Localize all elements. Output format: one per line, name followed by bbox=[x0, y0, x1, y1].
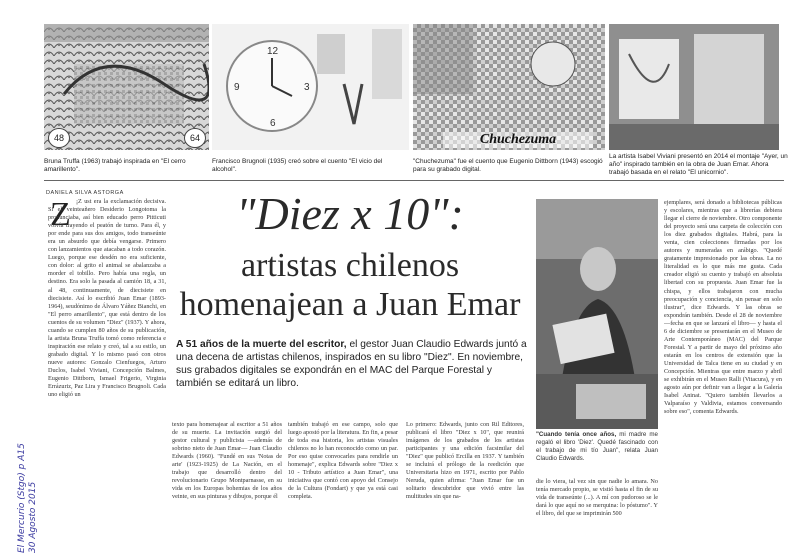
number-badge-48: 48 bbox=[48, 128, 70, 148]
column-6-text: ejemplares, será donado a bibliotecas públicas y escolares, mientras que a librerías debiera llegar el cierre de noviembre. Otro componente del proyecto será una carpeta de colección con los diez grabados digitales. Habrá, para la venta, cien colecciones firmadas por los autores y numeradas en arábigo. "Quedé gratamente impresionado por las obras. La no literalidad es lo que más me gusta. Cada creador eligió su cuento y trabajó en absoluta libertad con su propuesta. Juan Emar fue la chispa, y ellos trabajaron con mucha preocupación y conciencia, sin pensar en solo ilustrar", dice Edwards. Y las obras se expondrán también. Desde el 28 de noviembre —fecha en que se lanzará el libro— y hasta el 6 de diciembre se presentarán en el Museo de Arte Contemporáneo (MAC) del Parque Forestal. Y a partir de mayo del próximo año estarán en los centros de extensión que la Universidad de Talca tiene en su ciudad y en Concepción. Mientras que entre marzo y abril se exhibirán en el Museo Ralli (Vitacura), y en agosto aún por definir van a llegar a la Galería Isabel Aninat. "Quiero también llevarlos a Valparaíso y Valdivia, estamos conversando sobre eso", comenta Edwards. bbox=[664, 199, 782, 416]
portrait-caption-rest: mi madre me regaló el libro 'Diez'. Quedé fascinado con el trabajo de mi tío Juan", relata Juan Claudio Edwards. bbox=[536, 431, 658, 462]
portrait-caption-bold: "Cuando tenía once años, bbox=[536, 431, 617, 438]
portrait-photo bbox=[536, 199, 658, 429]
column-3-text: también trabajó en ese campo, solo que luego apostó por la literatura. En fin, a pesar de toda esa historia, los artistas visuales chilenos no lo han reconocido como un par. Por eso quise convocarles para rendirle un homenaje", explica Edwards sobre "Diez x 10 - Tributo artístico a Juan Emar", una iniciativa que contó con apoyo del Consejo de la Cultura (Fondart) y que ya está casi completa. bbox=[288, 421, 398, 501]
column-2-text: texto para homenajear al escritor a 51 años de su muerte. La invitación surgió del gestor cultural y publicista —además de sobrino nieto de Juan Emar— Juan Claudio Edwards (1960). "Fundé en sus 'Notas de arte' (1923-1925) de La Nación, en el trabajo que desarrolló dentro del revolucionario Grupo Montparnasse, en su vida en los Europas bohemias de los años veinte, en sus pinturas y dibujos, porque él bbox=[172, 421, 282, 501]
svg-text:3: 3 bbox=[304, 82, 310, 93]
column-4 bbox=[406, 421, 524, 551]
number-badge-64: 64 bbox=[184, 128, 206, 148]
portrait-caption bbox=[536, 431, 658, 471]
patterned-artwork bbox=[44, 24, 209, 150]
caption-francisco-brugnoli: Francisco Brugnoli (1935) creó sobre el cuento "El vicio del alcohol". bbox=[212, 158, 383, 173]
gallery-installation-photo bbox=[609, 24, 779, 150]
column-5-text: die lo viera, tal vez sin que nadie lo amara. No tenía mercado propio, se vistió hasta el fin de su vida de transeúnte (...). A mí con pudoroso se le dará lo que aquí no se merquina: lo póstumo". Y el libro, del que se imprimirán 500 bbox=[536, 478, 658, 518]
byline: DANIELA SILVA ASTORGA bbox=[46, 190, 124, 196]
svg-text:9: 9 bbox=[234, 82, 240, 93]
photo-isabel-viviani bbox=[609, 24, 779, 150]
column-1 bbox=[48, 198, 166, 550]
lead-paragraph bbox=[176, 338, 530, 390]
column-2 bbox=[172, 421, 282, 551]
margin-note bbox=[17, 373, 43, 553]
svg-text:6: 6 bbox=[270, 118, 276, 129]
dropcap: Z bbox=[50, 196, 71, 233]
margin-note-line-2: 30 Agosto 2015 bbox=[28, 481, 38, 553]
headline-line-3: homenajean a Juan Emar bbox=[179, 286, 521, 323]
margin-note-line-1: El Mercurio (Stgo) p A15 bbox=[17, 443, 27, 553]
top-divider bbox=[44, 180, 784, 181]
column-1-text: ¡Z ust era la exclamación decisiva. Si el veinteañero Desiderio Longotoma la pronunciaba, así bien educado perro Pitticuti volvía trayendo el peatón de turno. Para él, y por ende para sus dos amigos, todo transeúnte era un absurdo que debía vengarse. Primero con lanzamientos que atacaban a todo corazón. Luego, porque ese desdén no era suficiente, con dolor: al grito el animal se abalanzaba a morder el tobillo. Pero había una regla, un destino. Era solo la pasada al camión 18, a 31, al 48, continuamente, de diecisiete en diecisiete. Así lo escribió Juan Emar (1893-1964), seudónimo de Álvaro Yáñez Bianchi, en "El perro amarillento", que está dentro de los cuentos de su volumen "Diez" (1937). Y ahora, cuando se cumplen 80 años de su publicación, la artista Bruna Truffa tomó como referencia e inspiración ese relato y creó, tal a su estilo, un grabado digital. Y lo mismo pasó con otros nueve autores: Gonzalo Cienfuegos, Arturo Duclos, Isabel Viviani, Concepción Balmes, Eugenio Dittborn, Ismael Frigerio, Virginia Errázuriz, Paz Lira y Francisco Brugnoli. Cada uno eligió un bbox=[48, 198, 166, 399]
column-4-text: Lo primero: Edwards, junto con Ril Editores, publicará el libro "Diez x 10", que reunirá imágenes de los grabados de los artistas participantes y una edición facsimilar del "Diez" que publicó Ercilla en 1937. Y también se incluirá el prólogo de la reedición que Universitaria hizo en 1971, escrito por Pablo Neruda, quien afirma: "Juan Emar fue un solitario descubridor que vivió entre las multitudes sin que na- bbox=[406, 421, 524, 501]
caption-bruna-truffa: Bruna Truffa (1963) trabajó inspirada en "El cerro amarillento". bbox=[44, 158, 186, 173]
svg-text:12: 12 bbox=[267, 46, 279, 57]
column-3 bbox=[288, 421, 398, 551]
column-6 bbox=[664, 199, 782, 551]
caption-isabel-viviani: La artista Isabel Viviani presentó en 2014 el montaje "Ayer, un año" inspirado también en la obra de Juan Emar. Ahora trabajó basada en el relato "El unicornio". bbox=[609, 153, 788, 176]
photo-eugenio-dittborn bbox=[413, 24, 605, 150]
portrait-juan-claudio-edwards bbox=[536, 199, 658, 429]
headline-line-2: artistas chilenos bbox=[240, 247, 460, 284]
photo-bruna-truffa bbox=[44, 24, 209, 150]
column-5 bbox=[536, 478, 658, 550]
clock-artwork bbox=[212, 24, 409, 150]
chuchezuma-banner: Chuchezuma bbox=[443, 132, 593, 148]
headline-line-1: "Diez x 10": bbox=[236, 188, 464, 239]
lead-rest: el gestor Juan Claudio Edwards juntó a una decena de artistas chilenos, inspirados en su libro "Diez". En noviembre, sus grabados digitales se expondrán en el MAC del Parque Forestal y también se editará un libro. bbox=[176, 339, 527, 389]
lead-bold: A 51 años de la muerte del escritor, bbox=[176, 339, 347, 350]
caption-eugenio-dittborn: "Chuchezuma" fue el cuento que Eugenio Dittborn (1943) escogió para su grabado digital. bbox=[413, 158, 603, 173]
photo-francisco-brugnoli bbox=[212, 24, 409, 150]
